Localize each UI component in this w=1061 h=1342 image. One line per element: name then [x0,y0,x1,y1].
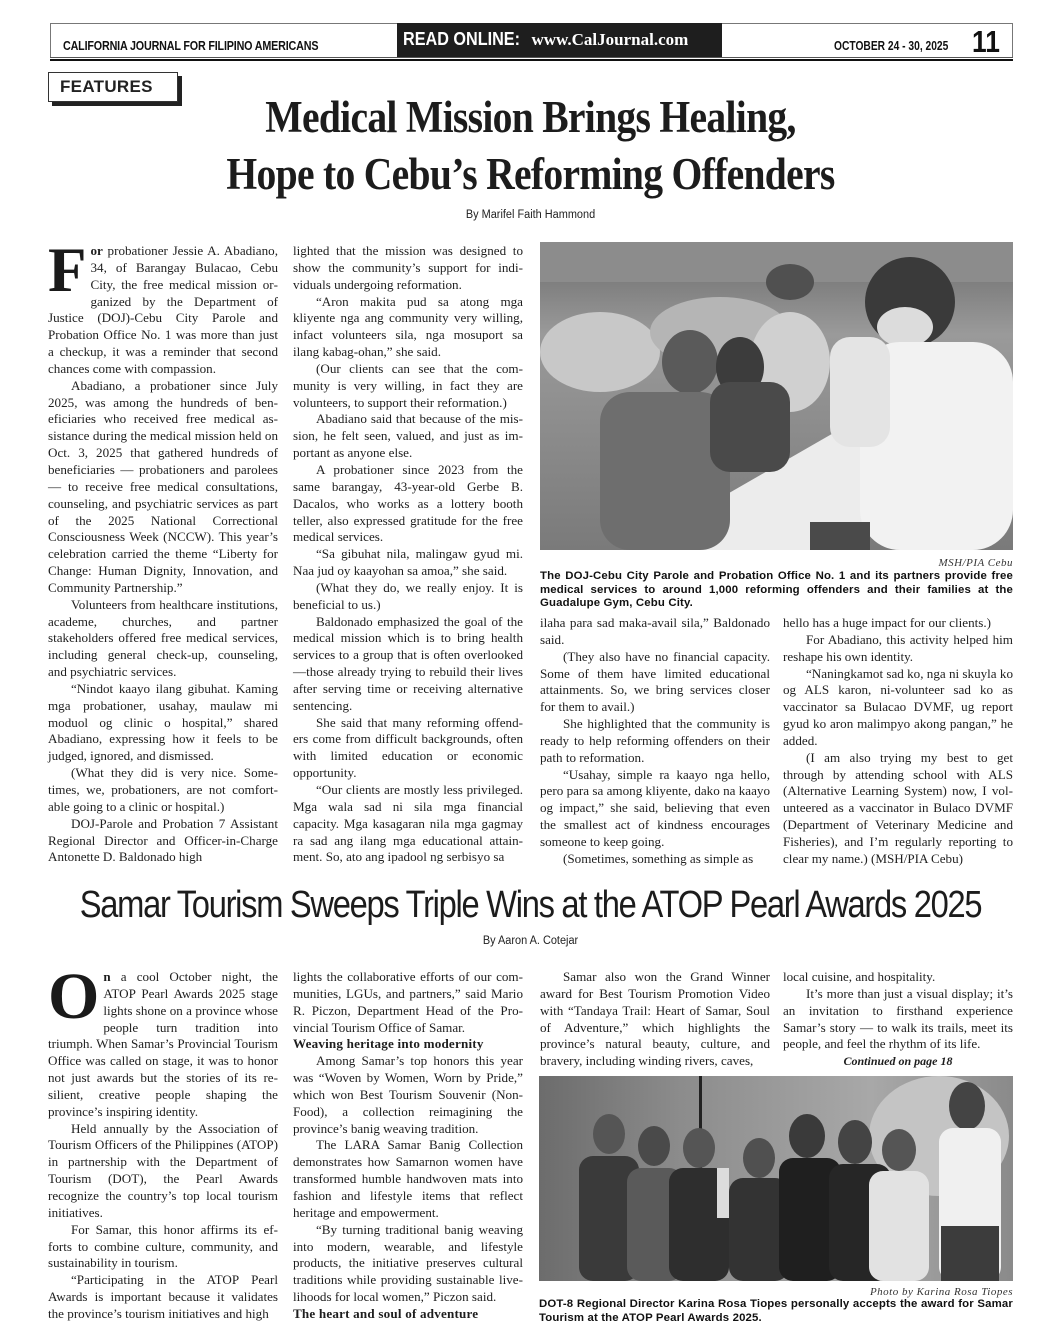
article1-paragraph: She highlighted that the community is ready to help reforming offenders on their path to reformation. [540,716,770,765]
article1-paragraph: “Our clients are mostly less privileged. Mga wala sad ni sila mga financial capacity. Mga kasagaran nila mga gagmay ra sad ang ilang mga educational attainment. So, ato ang ipadool ng serbisyo sa [293,782,523,865]
article1-paragraph: (What they do, we really enjoy. It is beneficial to us.) [293,579,523,612]
article2-paragraph: Samar also won the Grand Winner award for Best Tourism Promotion Video with “Tandaya Trail: Heart of Samar, Soul of Adventure,” which highlights the province’s natural beauty, culture, and bravery, including winding rivers, caves, [540,969,770,1069]
article1-photo [540,242,1013,550]
article1-paragraph: hello has a huge impact for our clients.) [783,615,991,630]
article1-paragraph: ilaha para sad maka-avail sila,” Baldonado said. [540,615,770,647]
article1-column-3 [540,615,770,868]
article2-column-4 [783,969,1013,1070]
article2-subhead: Weaving heritage into modernity [293,1036,484,1052]
masthead [50,23,1013,58]
article2-paragraph: “Participating in the ATOP Pearl Awards is important because it validates the province’s tourism initiatives and high [48,1272,278,1321]
drop-cap: F [48,235,87,305]
article1-paragraph: “Aron makita pud sa atong mga kliyente nga ang community very willing, infact volunteers sila, nga mosuport sa ilang kabag-ohan,” she said. [293,293,523,360]
issue-date: OCTOBER 24 - 30, 2025 [834,39,949,53]
article1-paragraph: “Usahay, simple ra kaayo nga hello, pero para sa among kliyente, dako na kaayo og impact,” she said, believing that even the smallest act of kindness encourages someone to keep going. [540,766,770,849]
article1-byline: By Marifel Faith Hammond [465,209,596,221]
article2-photo [539,1076,1013,1281]
article2-paragraph: “By turning traditional banig weaving into modern, wearable, and lifestyle products, the initiative preserves cultural traditions while providing sustainable livelihoods for local women,” Piczon said. [293,1221,523,1305]
article1-column-1 [48,235,278,866]
article1-headline-line2: Hope to Cebu’s Reforming Offenders [226,149,835,199]
article1-headline-line1: Medical Mission Brings Healing, [265,92,796,142]
read-online-banner [397,23,722,58]
article2-paragraph: Held annually by the Association of Tourism Officers of the Philippines (ATOP) in partnership with the Department of Tourism (DOT), the Pearl Awards recognize the country’s top local tourism initiatives. [48,1120,278,1220]
article1-photo-credit: MSH/PIA Cebu [938,557,1013,569]
publication-name: CALIFORNIA JOURNAL FOR FILIPINO AMERICANS [63,39,319,53]
article1-paragraph: Baldonado emphasized the goal of the medical mission which is to bring health services to a group that is often overlooked—those already trying to rebuild their lives after serving time or receiving alternative sentencing. [293,613,523,713]
article1-paragraph: “Sa gibuhat nila, malingaw gyud mi. Naa jud oy kaayohan sa amoa,” she said. [293,546,523,579]
article1-paragraph: “Nindot kaayo ilang gibuhat. Kaming mga probationer, usahay, maulaw mi moduol og clinic o hospital,” shared Abadiano, expressing how it feels to be judged, ignored, and dismissed. [48,680,278,764]
page-number: 11 [972,24,1000,59]
article1-paragraph: (Sometimes, something as simple as [563,850,754,866]
article2-photo-credit: Photo by Karina Rosa Tiopes [869,1286,1013,1298]
article1-paragraph: (They also have no financial capacity. Some of them have limited educational attainments. So, we bring services closer for them to avail.) [540,648,770,715]
article1-paragraph: (Our clients can see that the community is very willing, in fact they are volunteers, to support their reformation.) [293,360,523,410]
article1-column-4 [783,615,1013,868]
section-label: FEATURES [48,72,178,102]
article2-paragraph: For Samar, this honor affirms its efforts to combine culture, community, and sustainability in tourism. [48,1221,278,1271]
awards-ceremony-photo [539,1076,1013,1281]
article2-column-1 [48,960,278,1323]
article1-paragraph: (I am also trying my best to get through by attending school with ALS (Alternative Learning System) now, I volunteered as a vaccinator in Bulaco DVMF (Department of Veterinary Medicine and Fisheries), and I’m regularly reporting to clear my name.) (MSH/PIA Cebu) [783,749,1013,866]
article2-paragraph: Among Samar’s top honors this year was “Woven by Women, Worn by Pride,” which won Best Tourism Souvenir (Non-Food), a collection reimagining the province’s banig weaving tradition. [293,1053,523,1136]
article1-paragraph: For Abadiano, this activity helped him reshape his own identity. [783,631,1013,664]
read-online-link[interactable]: www.CalJournal.com [531,30,689,49]
article1-paragraph: For probationer Jessie A. Abadiano, 34, of Barangay Bulacao, Cebu City, the free medical mission organized by the Department of Justice (DOJ)-Cebu City Parole and Probation Office No. 1 was more than just a checkup, it was a reminder that second chances come with compassion. [48,235,278,376]
article1-paragraph: Abadiano, a probationer since July 2025, was among the hundreds of beneficiaries who received free medical assistance during the medical mission held on Oct. 3, 2025 that gathered hundreds of beneficiaries — probationers and parolees — to receive free medical consultations, counseling, and psychiatric services as part of the 2025 National Correctional Consciousness Week (NCCW). This year’s celebration carried the theme “Liberty for Change: Human Dignity, Innovation, and Community Partnership.” [48,377,278,595]
continued-link[interactable]: Continued on page 18 [843,1054,953,1069]
article2-paragraph: On a cool October night, the ATOP Pearl Awards 2025 stage lights shone on a province whose people turn tradition into triumph. When Samar’s Provincial Tourism Office was called on stage, it was to honor not just awards but the stories of its resilient, creative people shaping the province’s inspiring identity. [48,960,278,1119]
masthead-rule [50,57,1013,61]
lead-word: n [103,969,111,984]
article1-paragraph: Abadiano said that because of the mission, he felt seen, valued, and just as important as anyone else. [293,411,523,461]
article2-paragraph: lights the collaborative efforts of our communities, LGUs, and partners,” said Mario R. Piczon, Department Head of the Provincial Tourism Office of Samar. [293,969,523,1035]
article1-paragraph: DOJ-Parole and Probation 7 Assistant Regional Director and Officer-in-Charge Antonette D. Baldonado high [48,815,278,865]
article2-subhead: The heart and soul of adventure [293,1305,479,1321]
article2-paragraph: It’s more than just a visual display; it’s an invitation to firsthand experience Samar’s story — to walk its trails, meet its people, and feel the rhythm of its life. [783,985,1013,1052]
article2-column-3 [540,969,770,1070]
article2-headline: Samar Tourism Sweeps Triple Wins at the ATOP Pearl Awards 2025 [79,884,982,926]
article1-paragraph: She said that many reforming offenders come from difficult backgrounds, often with limited education or economic opportunity. [293,714,523,781]
article2-byline: By Aaron A. Cotejar [482,935,579,947]
article2-photo-caption: DOT-8 Regional Director Karina Rosa Tiopes personally accepts the award for Samar Tourism at the ATOP Pearl Awards 2025. [539,1298,1013,1324]
medical-mission-photo [540,242,1013,550]
drop-cap: O [48,960,100,1033]
article1-paragraph: A probationer since 2023 from the same barangay, 43-year-old Gerbe B. Dacalos, who works as a lottery booth teller, also expressed gratitude for the free medical services. [293,461,523,545]
article1-paragraph: Volunteers from healthcare institutions, academe, churches, and partner stakeholders offered free medical services, including general check-up, counseling, and psychiatric services. [48,596,278,680]
article2-column-2 [293,969,523,1323]
lead-word: or [90,243,103,258]
article2-paragraph: local cuisine, and hospitality. [783,969,936,984]
article1-paragraph: (What they did is very nice. Sometimes, we, probationers, are not comfortable going to a clinic or hospital.) [48,765,278,814]
article1-column-2 [293,243,523,866]
article2-paragraph: The LARA Samar Banig Collection demonstrates how Samarnon women have transformed humble handwoven mats into fashion and lifestyle items that reflect heritage and empowerment. [293,1137,523,1220]
article1-paragraph: lighted that the mission was designed to show the community’s support for individuals undergoing reformation. [293,243,523,292]
read-online-label: READ ONLINE: [403,29,520,49]
article1-paragraph: “Naningkamot sad ko, nga ni skuyla ko og ALS karon, ni-volunteer sad ko as vaccinator sa Bulacao DVMF, ug report gyud ko aron malimpyo akong pangan,” he added. [783,665,1013,748]
article1-photo-caption: The DOJ-Cebu City Parole and Probation Office No. 1 and its partners provide free medical services to around 1,000 reforming offenders and their families at the Guadalupe Gym, Cebu City. [540,570,1013,609]
